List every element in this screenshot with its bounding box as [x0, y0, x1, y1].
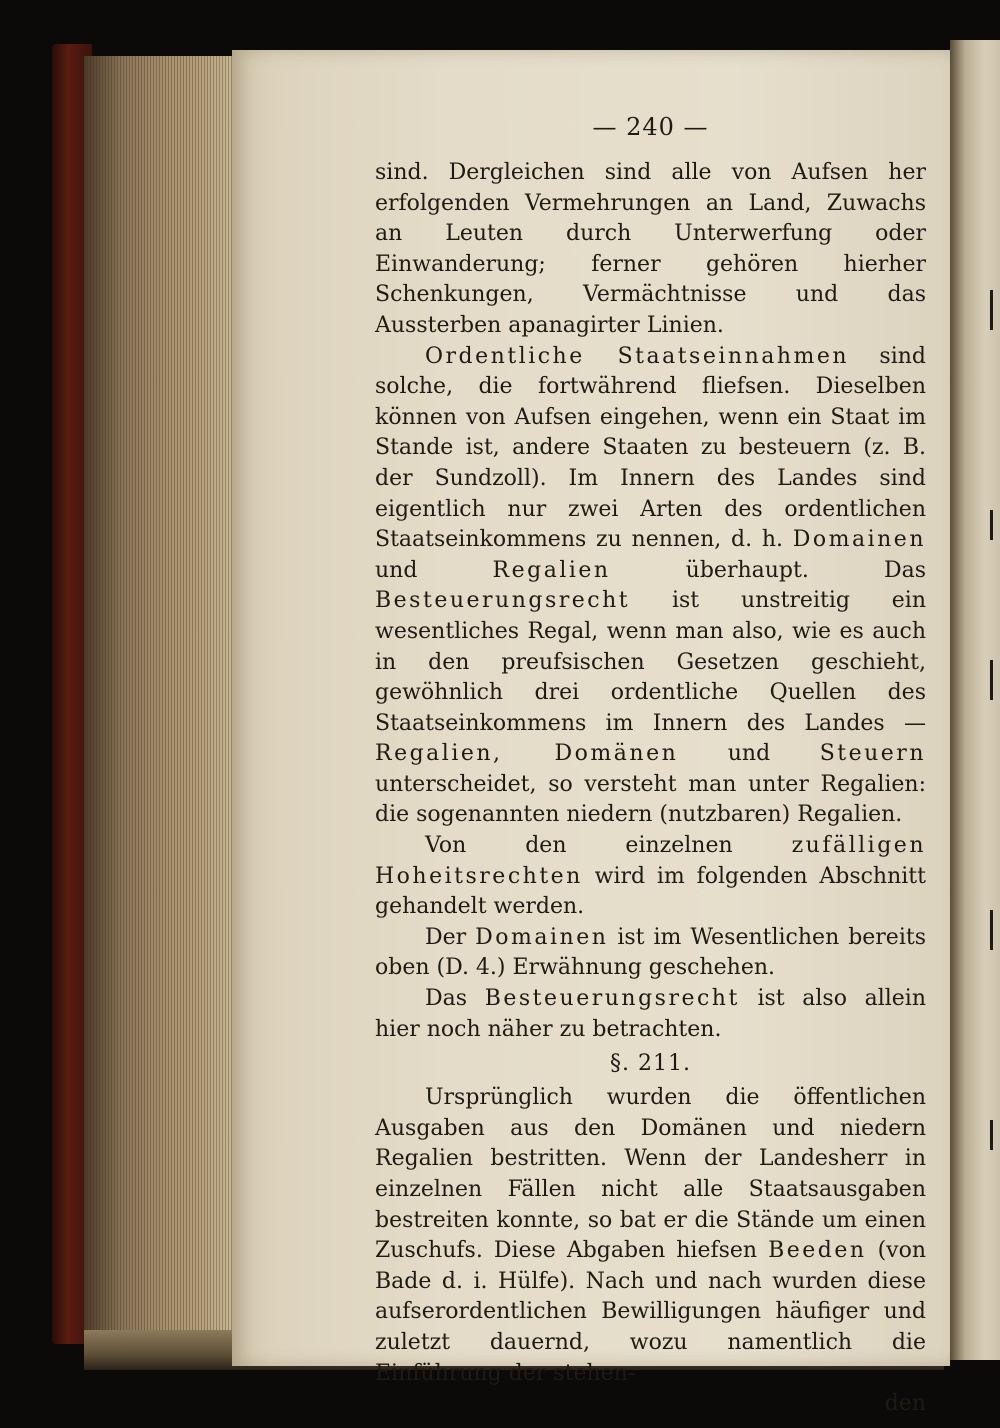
opposite-page-edge	[950, 40, 1000, 1360]
page-block-edges	[84, 56, 236, 1342]
text-body	[375, 158, 926, 1045]
emphasized-term: Ordentliche Staatseinnahmen	[425, 343, 850, 369]
emphasized-term: Domainen	[792, 527, 926, 553]
emphasized-term: zufälligen Hoheitsrechten	[375, 833, 926, 889]
emphasized-term: Besteuerungsrecht	[375, 588, 631, 614]
emphasized-term: Regalien, Domänen	[375, 741, 679, 767]
paragraph	[375, 1083, 926, 1389]
emphasized-term: Regalien	[492, 557, 611, 583]
emphasized-term: Steuern	[819, 741, 926, 767]
emphasized-term: Beeden	[768, 1238, 867, 1264]
text-run: ist im Wesentlichen bereits oben (D. 4.) Erwähnung geschehen.	[375, 924, 926, 981]
text-run: sind. Dergleichen sind alle von Aufsen her erfolgenden Vermehrungen an Land, Zuwachs an Leuten durch Unterwerfung oder Einwanderung; ferner gehören hierher Schenkungen, Vermächtnisse und das Aussterben apanagirter Linien.	[375, 160, 926, 338]
page-text	[375, 110, 926, 1419]
paragraph	[375, 984, 926, 1045]
text-run: (von Bade d. i. Hülfe). Nach und nach wurden diese aufserordentlichen Bewilligungen häufiger und zuletzt dauernd, wozu namentlich die Einführung der stehen-	[375, 1238, 926, 1386]
catchword: den	[884, 1391, 926, 1417]
text-run: und	[375, 557, 493, 583]
paragraph	[375, 831, 926, 923]
text-run: überhaupt. Das	[610, 557, 926, 583]
text-run: ist also allein hier noch näher zu betrachten.	[375, 986, 926, 1042]
text-run: wird im folgenden Abschnitt gehandelt werden.	[375, 863, 926, 920]
text-run: sind solche, die fortwährend fliefsen. Dieselben können von Aufsen eingehen, wenn ein Staat im Stande ist, andere Staaten zu besteuern (z. B. der Sundzoll). Im Innern des Landes sind eigentlich nur zwei Arten des ordentlichen Staatseinkommens zu nennen, d. h.	[375, 343, 927, 553]
text-run: unterscheidet, so versteht man unter Regalien: die sogenannten niedern (nutzbaren) Regalien.	[375, 771, 926, 828]
paragraph	[375, 342, 926, 832]
text-run: Von den einzelnen	[425, 833, 792, 859]
paragraph	[375, 923, 926, 984]
text-run: Der	[425, 924, 476, 950]
text-run: und	[678, 741, 820, 767]
paragraph	[375, 158, 926, 342]
page-number: — 240 —	[592, 113, 709, 141]
text-run: Das	[425, 986, 485, 1012]
text-run: ist unstreitig ein wesentliches Regal, wenn man also, wie es auch in den preufsischen Gesetzen geschieht, gewöhnlich drei ordentliche Quellen des Staatseinkommens im Innern des Landes —	[375, 588, 926, 736]
text-run: Ursprünglich wurden die öffentlichen Ausgaben aus den Domänen und niedern Regalien bestritten. Wenn der Landesherr in einzelnen Fällen nicht alle Staatsausgaben bestreiten konnte, so bat er die Stände um einen Zuschufs. Diese Abgaben hiefsen	[375, 1085, 926, 1264]
section-heading: §. 211.	[610, 1051, 691, 1077]
emphasized-term: Besteuerungsrecht	[484, 986, 740, 1012]
emphasized-term: Domainen	[475, 924, 609, 950]
text-body-continued	[375, 1083, 926, 1389]
